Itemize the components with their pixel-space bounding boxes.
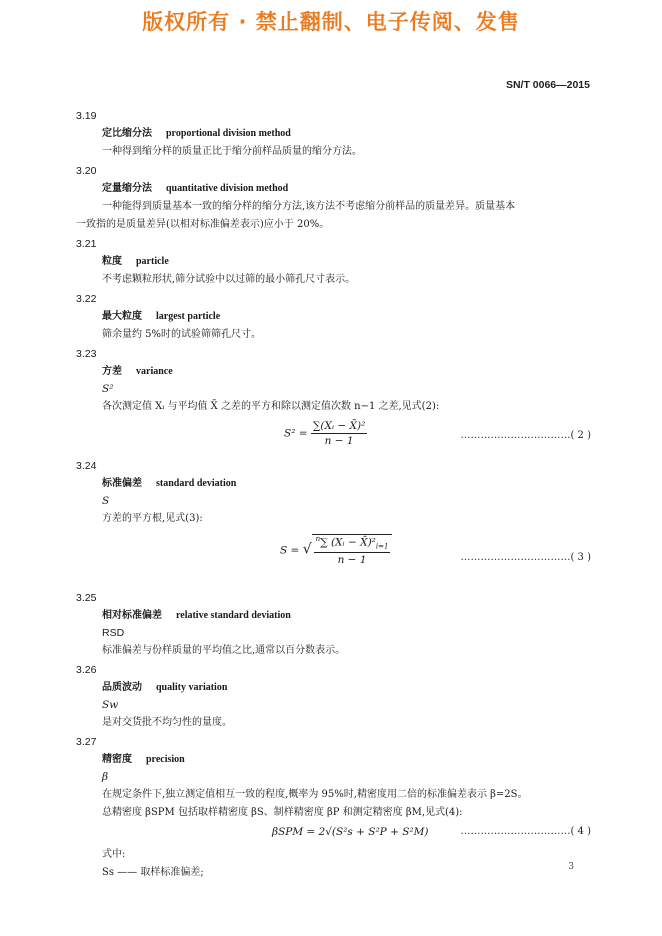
definition-3-22: 筛余量约 5%时的试验筛筛孔尺寸。 xyxy=(102,329,262,340)
formula-3-lhs: S = xyxy=(280,544,300,557)
definition-3-25: 标准偏差与份样质量的平均值之比,通常以百分数表示。 xyxy=(102,645,346,656)
term-english: standard deviation xyxy=(156,478,237,489)
term-3-24 xyxy=(76,475,591,493)
term-3-27 xyxy=(76,751,591,769)
term-english: precision xyxy=(146,754,185,765)
term-chinese: 定量缩分法 xyxy=(102,183,152,194)
definition-3-27-line2: 总精密度 βSPM 包括取样精密度 βS、制样精密度 βP 和测定精密度 βM,见式(4): xyxy=(102,807,463,818)
symbol-3-23: S² xyxy=(102,383,114,395)
formula-3-reference: ……………………………( 3 ) xyxy=(460,552,591,563)
formula-3 xyxy=(76,528,591,588)
definition-3-26: 是对交货批不均匀性的量度。 xyxy=(102,717,232,728)
page-number: 3 xyxy=(568,862,574,872)
term-chinese: 标准偏差 xyxy=(102,478,142,489)
term-chinese: 品质波动 xyxy=(102,682,142,693)
formula-3-summand: ∑ (Xᵢ − X̄)² xyxy=(320,536,376,549)
symbol-3-24: S xyxy=(102,495,110,507)
radical-icon: √ xyxy=(302,541,312,558)
term-chinese: 定比缩分法 xyxy=(102,128,152,139)
term-english: relative standard deviation xyxy=(176,610,291,621)
formula-4-reference: ……………………………( 4 ) xyxy=(460,826,591,837)
section-number-3-23: 3.23 xyxy=(76,348,97,360)
term-chinese: 粒度 xyxy=(102,256,122,267)
definition-3-23: 各次测定值 Xᵢ 与平均值 X̄ 之差的平方和除以测定值次数 n−1 之差,见式(2): xyxy=(102,401,440,412)
copyright-watermark: 版权所有 · 禁止翻制、电子传阅、发售 xyxy=(142,10,520,34)
section-number-3-22: 3.22 xyxy=(76,293,97,305)
formula-3-expression xyxy=(280,534,392,566)
term-english: proportional division method xyxy=(166,128,291,139)
where-item-ss: Ss —— 取样标准偏差; xyxy=(102,867,204,878)
term-english: variance xyxy=(136,366,173,377)
section-number-3-24: 3.24 xyxy=(76,460,97,472)
formula-3-sum-upper: n xyxy=(315,535,321,543)
term-3-25 xyxy=(76,607,591,625)
section-number-3-26: 3.26 xyxy=(76,664,97,676)
formula-4 xyxy=(76,822,591,846)
term-english: particle xyxy=(136,256,169,267)
definition-3-21: 不考虑颗粒形状,筛分试验中以过筛的最小筛孔尺寸表示。 xyxy=(102,274,356,285)
term-chinese: 方差 xyxy=(102,366,122,377)
definition-3-20-line2: 一致指的是质量差异(以相对标准偏差表示)应小于 20%。 xyxy=(76,219,330,230)
formula-3-fraction xyxy=(314,535,391,566)
section-number-3-21: 3.21 xyxy=(76,238,97,250)
term-chinese: 精密度 xyxy=(102,754,132,765)
definition-3-27-line1: 在规定条件下,独立测定值相互一致的程度,概率为 95%时,精密度用二倍的标准偏差表示 β=2S。 xyxy=(102,789,528,800)
term-3-23 xyxy=(76,363,591,381)
where-label: 式中: xyxy=(102,849,126,860)
term-3-20 xyxy=(76,180,591,198)
term-english: quality variation xyxy=(156,682,228,693)
symbol-3-25 xyxy=(76,625,591,642)
formula-3-numerator xyxy=(314,535,391,553)
term-chinese: 相对标准偏差 xyxy=(102,610,162,621)
definition-3-19: 一种得到缩分样的质量正比于缩分前样品质量的缩分方法。 xyxy=(102,146,362,157)
term-3-26 xyxy=(76,679,591,697)
symbol-rsd: RSD xyxy=(102,627,125,639)
formula-2-numerator: ∑(Xᵢ − X̄)² xyxy=(312,420,366,432)
section-number-3-25: 3.25 xyxy=(76,592,97,604)
document-body xyxy=(76,106,591,882)
term-english: largest particle xyxy=(156,311,221,322)
symbol-3-26: Sw xyxy=(102,699,119,711)
term-3-21 xyxy=(76,253,591,271)
term-3-22 xyxy=(76,308,591,326)
formula-2-reference: ……………………………( 2 ) xyxy=(460,430,591,441)
formula-2-fraction xyxy=(311,420,367,447)
definition-3-20-line1: 一种能得到质量基本一致的缩分样的缩分方法,该方法不考虑缩分前样品的质量差异。质量基本 xyxy=(102,201,516,212)
formula-2-lhs: S² = xyxy=(284,427,308,440)
formula-3-sum-lower: i=1 xyxy=(375,542,389,551)
section-number-3-19: 3.19 xyxy=(76,110,97,122)
formula-2-expression xyxy=(284,420,367,447)
term-english: quantitative division method xyxy=(166,183,289,194)
section-number-3-27: 3.27 xyxy=(76,736,97,748)
definition-3-24: 方差的平方根,见式(3): xyxy=(102,513,203,524)
formula-2-denominator: n − 1 xyxy=(324,435,354,447)
formula-2 xyxy=(76,416,591,456)
term-chinese: 最大粒度 xyxy=(102,311,142,322)
section-number-3-20: 3.20 xyxy=(76,165,97,177)
standard-number: SN/T 0066—2015 xyxy=(505,79,590,91)
formula-4-expression: βSPM = 2√(S²s + S²P + S²M) xyxy=(272,826,429,838)
formula-3-denominator: n − 1 xyxy=(337,553,367,566)
symbol-3-27: β xyxy=(102,771,109,783)
term-3-19 xyxy=(76,125,591,143)
